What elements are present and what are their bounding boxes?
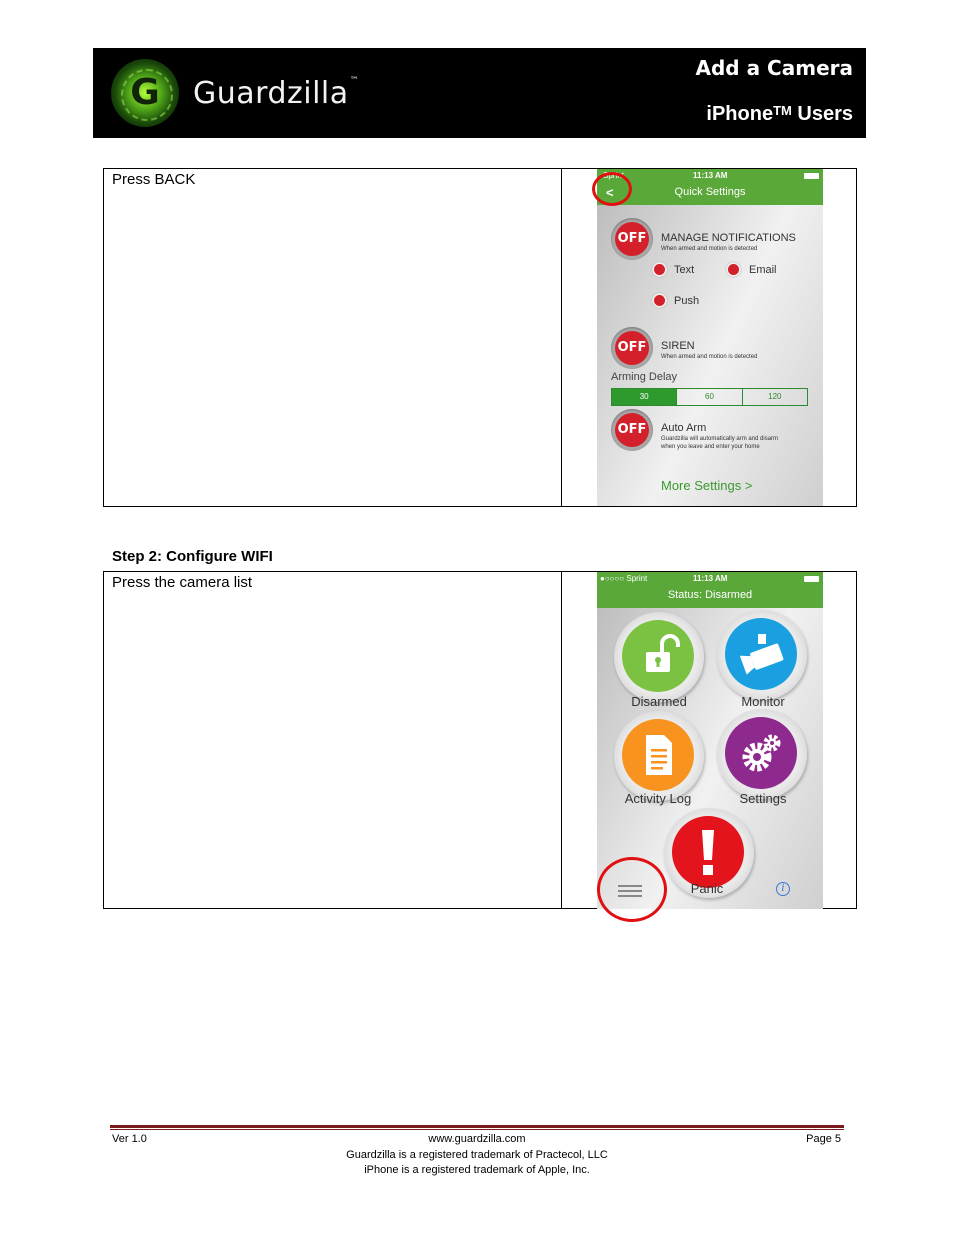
step2-table <box>103 571 857 909</box>
delay-option-120[interactable]: 120 <box>742 389 807 405</box>
more-settings-link[interactable]: More Settings > <box>661 478 753 493</box>
panic-label: Panic <box>690 881 724 896</box>
siren-toggle[interactable]: OFF <box>611 327 653 369</box>
info-icon[interactable]: i <box>776 882 790 896</box>
siren-desc: When armed and motion is detected <box>661 354 758 360</box>
step1-instruction: Press BACK <box>104 169 562 506</box>
step2-heading: Step 2: Configure WIFI <box>112 548 273 565</box>
battery-icon <box>804 173 819 179</box>
footer-version: Ver 1.0 <box>112 1133 147 1145</box>
monitor-button[interactable] <box>717 610 807 700</box>
notifications-toggle[interactable]: OFF <box>611 218 653 260</box>
page-subtitle: iPhone™ Users <box>706 103 853 125</box>
nav-title: Quick Settings <box>674 186 746 198</box>
disarmed-button[interactable] <box>614 612 704 702</box>
nav-title: Status: Disarmed <box>667 589 753 601</box>
back-button[interactable]: < <box>606 185 614 200</box>
status-bar <box>597 572 823 586</box>
quick-settings-screenshot <box>597 169 823 506</box>
clock: 11:13 AM <box>693 171 728 180</box>
activity-log-label: Activity Log <box>624 791 692 806</box>
highlight-circle <box>592 172 632 206</box>
battery-icon <box>804 576 819 582</box>
page-title: Add a Camera <box>695 56 853 80</box>
step2-instruction: Press the camera list <box>104 572 562 908</box>
settings-label: Settings <box>739 791 787 806</box>
step1-table <box>103 168 857 507</box>
text-radio[interactable] <box>652 262 667 277</box>
notifications-title: MANAGE NOTIFICATIONS <box>661 232 796 244</box>
footer-rule <box>110 1125 844 1128</box>
camera-icon <box>725 618 797 690</box>
delay-option-60[interactable]: 60 <box>676 389 741 405</box>
email-radio-label: Email <box>749 264 777 276</box>
carrier-label: ●○○○○ Sprint <box>600 574 648 583</box>
auto-arm-desc-2: when you leave and enter your home <box>661 444 760 450</box>
auto-arm-title: Auto Arm <box>661 422 707 434</box>
notifications-desc: When armed and motion is detected <box>661 246 758 252</box>
text-radio-label: Text <box>674 264 695 276</box>
siren-title: SIREN <box>661 340 695 352</box>
auto-arm-desc-1: Guardzilla will automatically arm and disarm <box>661 436 779 442</box>
lock-open-icon <box>622 620 694 692</box>
exclamation-icon <box>672 816 744 888</box>
gears-icon <box>725 717 797 789</box>
guardzilla-logo-icon: G <box>111 59 179 127</box>
settings-button[interactable] <box>717 709 807 799</box>
monitor-label: Monitor <box>741 694 785 709</box>
delay-option-30[interactable]: 30 <box>612 389 676 405</box>
clock: 11:13 AM <box>693 574 728 583</box>
brand-name: Guardzilla™ <box>193 76 360 111</box>
header-banner <box>93 48 866 138</box>
email-radio[interactable] <box>726 262 741 277</box>
footer-website: www.guardzilla.com <box>428 1133 526 1145</box>
nav-bar <box>597 586 823 608</box>
disarmed-label: Disarmed <box>631 694 687 709</box>
arming-delay-segmented <box>611 388 808 406</box>
carrier-label: Sprint <box>603 171 624 180</box>
document-icon <box>622 719 694 791</box>
push-radio-label: Push <box>674 295 700 307</box>
footer-trademark-guardzilla: Guardzilla is a registered trademark of Practecol, LLC <box>346 1149 608 1161</box>
push-radio[interactable] <box>652 293 667 308</box>
footer-page-number: Page 5 <box>806 1133 841 1145</box>
footer-trademark-iphone: iPhone is a registered trademark of Apple, Inc. <box>364 1164 590 1176</box>
status-bar <box>597 169 823 183</box>
activity-log-button[interactable] <box>614 711 704 801</box>
highlight-circle <box>597 857 667 922</box>
auto-arm-toggle[interactable]: OFF <box>611 409 653 451</box>
arming-delay-label: Arming Delay <box>611 371 678 383</box>
footer-rule-thin <box>110 1129 844 1130</box>
